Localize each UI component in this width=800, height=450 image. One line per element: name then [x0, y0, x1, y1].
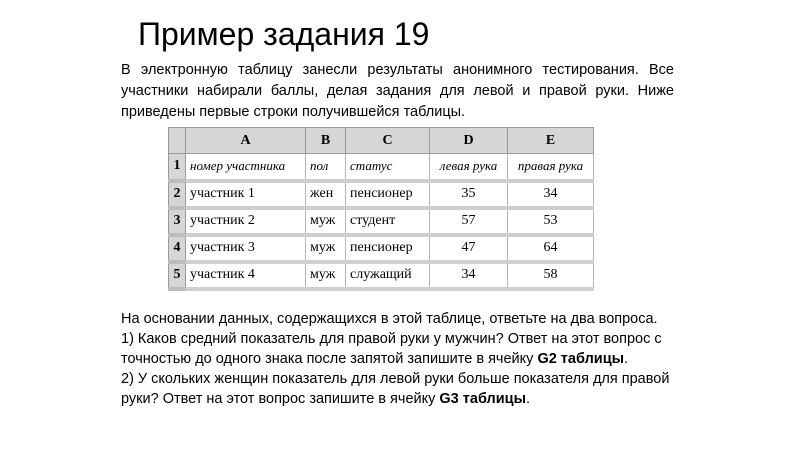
question-lead: На основании данных, содержащихся в этой таблице, ответьте на два вопроса.: [121, 311, 658, 327]
question-2-cell: G3 таблицы: [439, 391, 526, 407]
table-cell: студент: [346, 208, 430, 235]
table-cell: муж: [306, 208, 346, 235]
column-header-e: E: [508, 128, 594, 154]
spreadsheet-table: [168, 127, 594, 291]
question-1-cell: G2 таблицы: [537, 351, 624, 367]
table-cell: 34: [508, 181, 594, 208]
table-cell: 47: [430, 235, 508, 262]
table-cell: 64: [508, 235, 594, 262]
table-cell: муж: [306, 235, 346, 262]
table-cell: участник 3: [186, 235, 306, 262]
table-cell: служащий: [346, 262, 430, 289]
table-cell: 58: [508, 262, 594, 289]
table-row: [169, 262, 594, 289]
question-1-text: 1) Каков средний показатель для правой руки у мужчин? Ответ на этот вопрос с точностью до одного знака после запятой запишите в ячейку: [121, 331, 662, 367]
table-row: [169, 181, 594, 208]
slide-title: Пример задания 19: [138, 16, 430, 52]
table-cell: 35: [430, 181, 508, 208]
table-cell: пенсионер: [346, 181, 430, 208]
question-2: [121, 369, 701, 409]
table-row: [169, 208, 594, 235]
question-2-text: 2) У скольких женщин показатель для левой руки больше показателя для правой руки? Ответ на этот вопрос запишите в ячейку: [121, 371, 670, 407]
question-1-end: .: [624, 351, 629, 367]
question-1: [121, 329, 701, 369]
table-cell: участник 4: [186, 262, 306, 289]
row-header: 4: [169, 235, 186, 262]
table-cell: пенсионер: [346, 235, 430, 262]
column-header-a: A: [186, 128, 306, 154]
table-cell: 34: [430, 262, 508, 289]
row-header: 5: [169, 262, 186, 289]
column-header-d: D: [430, 128, 508, 154]
intro-paragraph: В электронную таблицу занесли результаты анонимного тестирования. Все участники набирали баллы, делая задания для левой и правой руки. Ниже приведены первые строки получившейся таблицы.: [121, 62, 674, 120]
column-header-b: B: [306, 128, 346, 154]
column-header-c: C: [346, 128, 430, 154]
table-cell: муж: [306, 262, 346, 289]
table-cell: 53: [508, 208, 594, 235]
row-header: 2: [169, 181, 186, 208]
table-cell: статус: [346, 154, 430, 181]
row-header: 3: [169, 208, 186, 235]
table-cell: 57: [430, 208, 508, 235]
table-row: [169, 154, 594, 181]
table-cell: участник 1: [186, 181, 306, 208]
table-cell: пол: [306, 154, 346, 181]
table-cell: правая рука: [508, 154, 594, 181]
table-cell: номер участника: [186, 154, 306, 181]
row-header: 1: [169, 154, 186, 181]
table-cell: участник 2: [186, 208, 306, 235]
question-block: [121, 309, 701, 409]
question-2-end: .: [525, 391, 530, 407]
table-cell: жен: [306, 181, 346, 208]
corner-cell: [169, 128, 186, 154]
table-row: [169, 235, 594, 262]
column-header-row: [169, 128, 594, 154]
table-cell: левая рука: [430, 154, 508, 181]
